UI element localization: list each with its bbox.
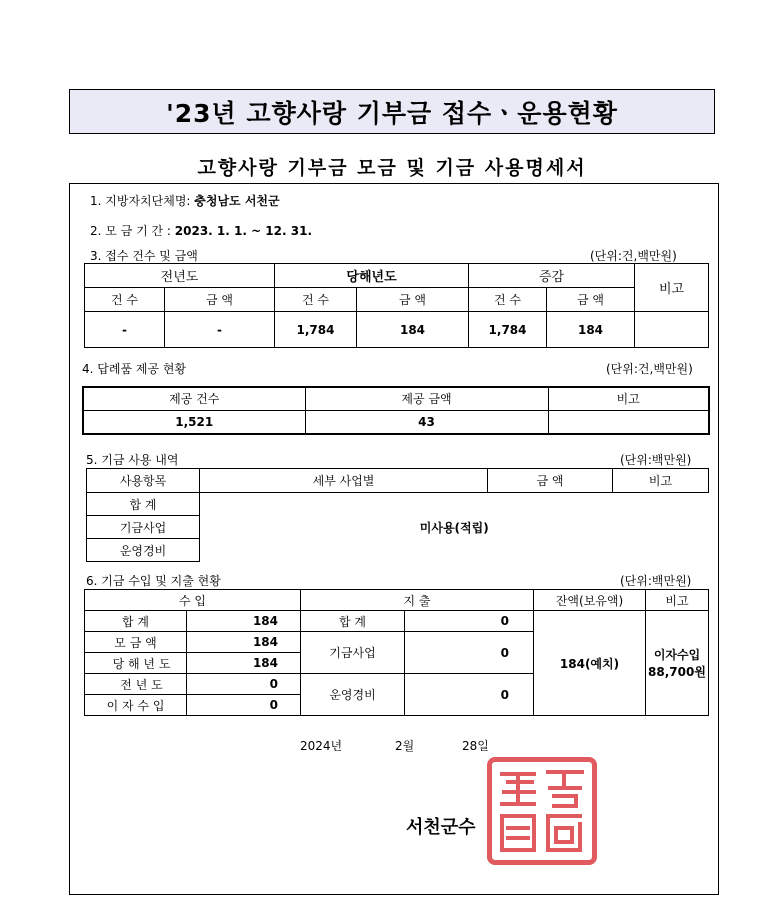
section-5-unit: (단위:백만원) — [620, 453, 692, 467]
income-expense-table — [84, 589, 709, 716]
gift-count: 1,521 — [83, 410, 305, 434]
section-2-label: 2. 모 금 기 간 : — [90, 224, 171, 238]
page-title: '23년 고향사랑 기부금 접수ㆍ운용현황 — [69, 89, 715, 134]
gift-remark-header: 비고 — [548, 387, 709, 410]
subheader-amount: 금 액 — [547, 288, 635, 312]
balance-header: 잔액(보유액) — [534, 590, 646, 611]
receipt-table — [84, 263, 709, 348]
document-subtitle: 고향사랑 기부금 모금 및 기금 사용명세서 — [197, 157, 587, 179]
use-row-total: 합 계 — [87, 493, 200, 516]
current-count: 1,784 — [275, 312, 357, 348]
gift-amount-header: 제공 금액 — [305, 387, 548, 410]
section-6-unit: (단위:백만원) — [620, 574, 692, 588]
income-interest-label: 이 자 수 입 — [85, 695, 187, 716]
income-header: 수 입 — [85, 590, 301, 611]
income-remark — [646, 611, 709, 716]
use-item-header: 사용항목 — [87, 469, 200, 493]
balance-value: 184(예치) — [534, 611, 646, 716]
fund-use-table — [86, 468, 709, 562]
date-year: 2024년 — [300, 739, 343, 753]
expense-header: 지 출 — [301, 590, 534, 611]
use-remark-header: 비고 — [613, 469, 709, 493]
header-prev-year: 전년도 — [85, 264, 275, 288]
remark-cell — [635, 312, 709, 348]
date-month: 2월 — [395, 739, 415, 753]
income-total-label: 합 계 — [85, 611, 187, 632]
subheader-amount: 금 액 — [165, 288, 275, 312]
header-change: 증감 — [469, 264, 635, 288]
use-row-fund-project: 기금사업 — [87, 516, 200, 539]
expense-fund-project-value: 0 — [405, 632, 534, 674]
gift-table — [82, 386, 710, 435]
seal-graphic — [494, 764, 590, 858]
local-government-name: 충청남도 서천군 — [194, 194, 280, 208]
fundraising-period: 2023. 1. 1. ~ 12. 31. — [174, 224, 312, 238]
official-seal — [487, 757, 597, 865]
income-prev-year-label: 전 년 도 — [85, 674, 187, 695]
prev-amount: - — [165, 312, 275, 348]
subheader-count: 건 수 — [469, 288, 547, 312]
gift-amount: 43 — [305, 410, 548, 434]
expense-operating-label: 운영경비 — [301, 674, 405, 716]
section-4-unit: (단위:건,백만원) — [606, 362, 693, 376]
remark-line-1: 이자수입 — [653, 648, 701, 662]
section-1 — [90, 192, 280, 209]
income-prev-year-value: 0 — [187, 674, 301, 695]
subheader-count: 건 수 — [85, 288, 165, 312]
date-day: 28일 — [462, 739, 489, 753]
income-fundraised-label: 모 금 액 — [85, 632, 187, 653]
gift-count-header: 제공 건수 — [83, 387, 305, 410]
section-3-label: 3. 접수 건수 및 금액 — [90, 249, 198, 263]
use-row-operating: 운영경비 — [87, 539, 200, 562]
subheader-count: 건 수 — [275, 288, 357, 312]
header-remark: 비고 — [635, 264, 709, 312]
expense-total-value: 0 — [405, 611, 534, 632]
remark-line-2: 88,700원 — [648, 665, 706, 679]
expense-fund-project-label: 기금사업 — [301, 632, 405, 674]
use-amount-header: 금 액 — [488, 469, 613, 493]
unused-note: 미사용(적립) — [200, 493, 709, 562]
income-remark-header: 비고 — [646, 590, 709, 611]
seal-stroke — [502, 816, 534, 850]
header-current-year: 당해년도 — [275, 264, 469, 288]
expense-total-label: 합 계 — [301, 611, 405, 632]
expense-operating-value: 0 — [405, 674, 534, 716]
current-amount: 184 — [357, 312, 469, 348]
seal-stroke — [548, 816, 580, 850]
change-count: 1,784 — [469, 312, 547, 348]
section-5-label: 5. 기금 사용 내역 — [86, 453, 179, 467]
income-current-year-label: 당 해 년 도 — [85, 653, 187, 674]
income-interest-value: 0 — [187, 695, 301, 716]
section-6-label: 6. 기금 수입 및 지출 현황 — [86, 574, 221, 588]
income-total-value: 184 — [187, 611, 301, 632]
income-current-year-value: 184 — [187, 653, 301, 674]
section-1-label: 1. 지방자치단체명: — [90, 194, 191, 208]
section-2 — [90, 222, 312, 239]
seal-stroke — [502, 774, 534, 804]
seal-stroke — [548, 772, 582, 806]
subheader-amount: 금 액 — [357, 288, 469, 312]
detail-project-header: 세부 사업별 — [200, 469, 488, 493]
signer-name: 서천군수 — [406, 817, 476, 838]
section-3-unit: (단위:건,백만원) — [590, 249, 677, 263]
prev-count: - — [85, 312, 165, 348]
gift-remark — [548, 410, 709, 434]
section-4-label: 4. 답례품 제공 현황 — [82, 362, 187, 376]
change-amount: 184 — [547, 312, 635, 348]
income-fundraised-value: 184 — [187, 632, 301, 653]
